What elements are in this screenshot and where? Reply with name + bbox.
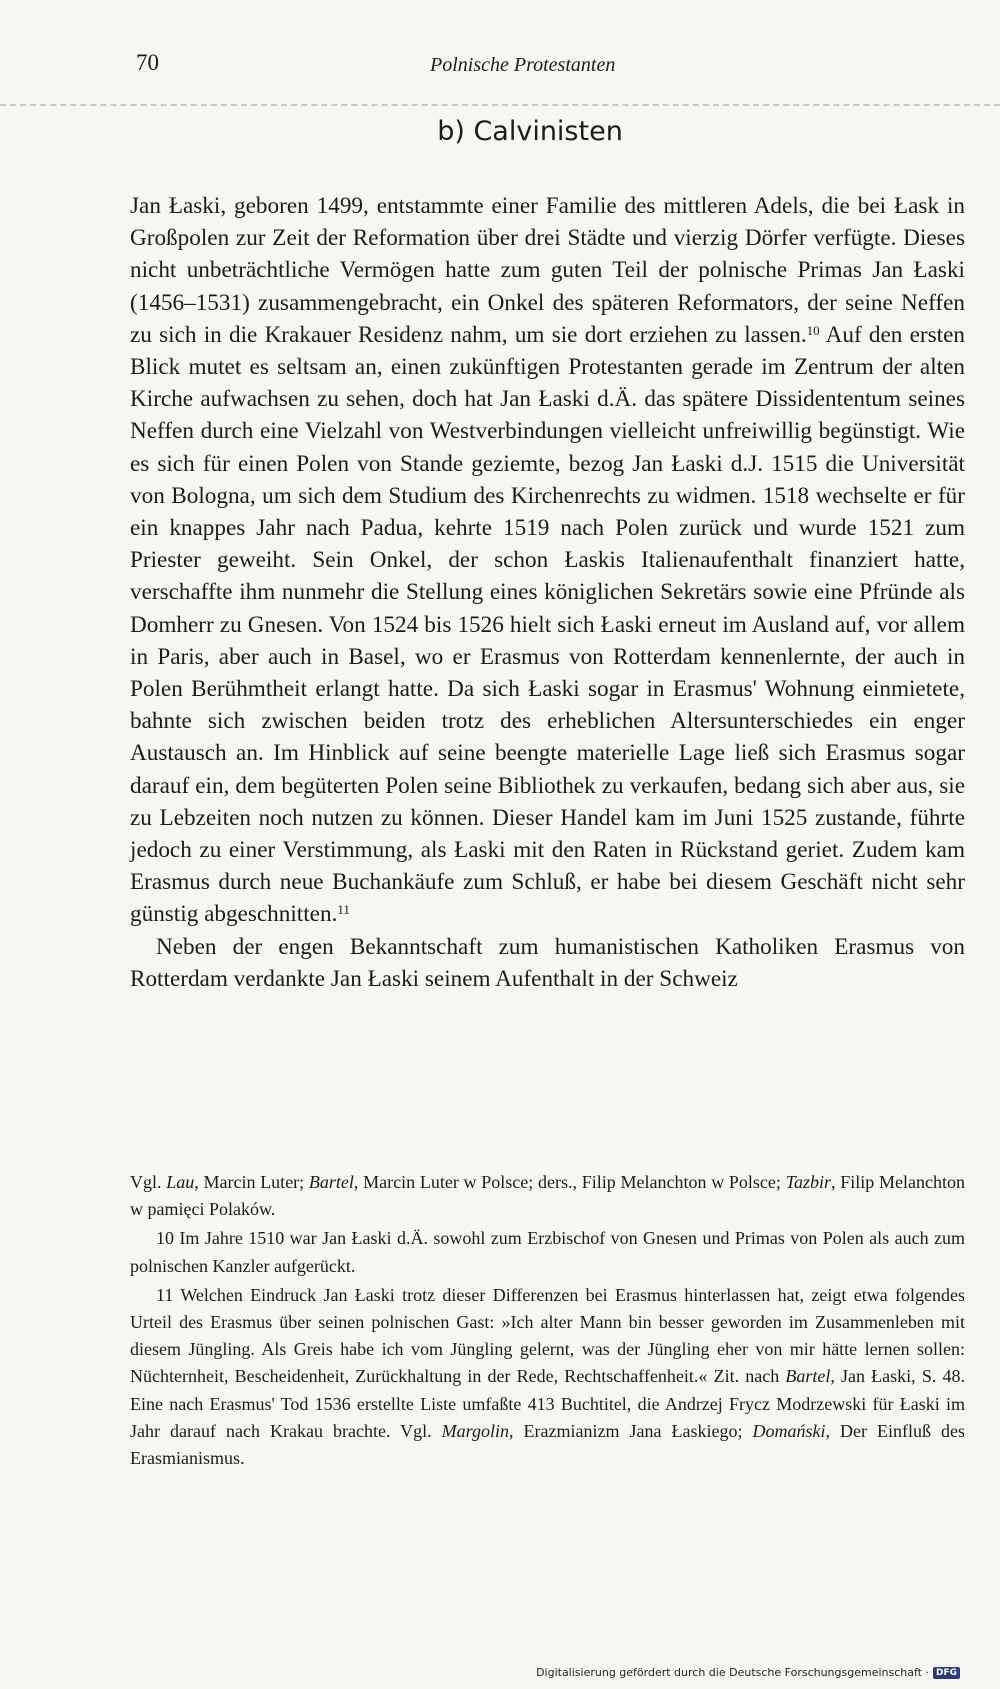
running-title: Polnische Protestanten <box>430 54 616 76</box>
credit-text: Digitalisierung gefördert durch die Deutsche Forschungsgemeinschaft · <box>536 1666 929 1679</box>
fn-text: , Der Einfluß des Erasmianismus. <box>130 1420 966 1469</box>
header-divider <box>0 104 1000 106</box>
paragraph-1-part-b: Auf den ersten Blick mutet es seltsam an, einen zukünftigen Protestanten gerade im Zentrum der alten Kirche aufwachsen zu sehen, doch hat Jan Łaski d.Ä. das spätere Dissidententum seines Neffen durch eine Vielzahl von Westverbindungen vielleicht unfreiwillig begünstigt. Wie es sich für einen Polen von Stande geziemte, bezog Jan Łaski d.J. 1515 die Universität von Bologna, um sich dem Studium des Kirchenrechts zu widmen. 1518 wechselte er für ein knappes Jahr nach Padua, kehrte 1519 nach Polen zurück und wurde 1521 zum Priester geweiht. Sein Onkel, der schon Łaskis Italienaufenthalt finanziert hatte, verschaffte ihm nunmehr die Stellung eines königlichen Sekretärs sowie eine Pfründe als Domherr zu Gnesen. Von 1524 bis 1526 hielt sich Łaski erneut im Ausland auf, vor allem in Paris, aber auch in Basel, wo er Erasmus von Rotterdam kennenlernte, der auch in Polen Berühmtheit erlangt hatte. Da sich Łaski sogar in Erasmus' Wohnung einmietete, bahnte sich zwischen beiden trotz des erheblichen Altersunterschiedes ein enger Austausch an. Im Hinblick auf seine beengte materielle Lage ließ sich Erasmus sogar darauf ein, dem begüterten Polen seine Bibliothek zu verkaufen, bedang sich aber aus, sie zu Lebzeiten noch nutzen zu können. Dieser Handel kam im Juni 1525 zustande, führte jedoch zu einer Verstimmung, als Łaski mit den Raten in Rückstand geriet. Zudem kam Erasmus durch neue Buchankäufe zum Schluß, er habe bei diesem Geschäft nicht sehr günstig abgeschnitten. <box>130 321 966 928</box>
main-text <box>130 190 965 995</box>
author-name: Lau <box>166 1172 195 1192</box>
author-name: Tazbir <box>785 1172 832 1192</box>
footnote-ref-10: 10 <box>806 322 820 338</box>
footnote-10: 10 Im Jahre 1510 war Jan Łaski d.Ä. sowohl zum Erzbischof von Gnesen und Primas von Polen als auch zum polnischen Kanzler aufgerückt. <box>130 1228 965 1276</box>
fn-text: , Erazmianizm Jana Łaskiego; <box>509 1420 753 1441</box>
author-name: Margolin <box>441 1420 509 1441</box>
running-head <box>130 48 930 88</box>
fn-text: Vgl. <box>130 1172 167 1192</box>
section-heading: b) Calvinisten <box>437 116 623 147</box>
paragraph-2: Neben der engen Bekanntschaft zum humanistischen Katholiken Erasmus von Rotterdam verdankte Jan Łaski seinem Aufenthalt in der Schweiz <box>130 933 965 992</box>
digitization-credit <box>536 1666 960 1679</box>
footnote-11 <box>130 1282 965 1472</box>
footnote-continuation <box>130 1169 965 1223</box>
author-name: Bartel <box>785 1366 831 1387</box>
fn-text: , Filip Melanchton w pamięci Polaków. <box>130 1172 965 1220</box>
footnotes <box>130 1169 965 1474</box>
dfg-logo: DFG <box>933 1667 960 1679</box>
paragraph-1 <box>130 190 965 931</box>
author-name: Bartel <box>308 1172 354 1192</box>
page-number: 70 <box>136 50 159 75</box>
paragraph-1-part-a: Jan Łaski, geboren 1499, entstammte einer Familie des mittleren Adels, die bei Łask in Großpolen zur Zeit der Reformation über drei Städte und vierzig Dörfer verfügte. Dieses nicht unbeträchtliche Vermögen hatte zum guten Teil der polnische Primas Jan Łaski (1456–1531) zusammengebracht, ein Onkel des späteren Reformators, der seine Neffen zu sich in die Krakauer Residenz nahm, um sie dort erziehen zu lassen. <box>130 193 965 348</box>
fn-text: , Jan Łaski, S. 48. Eine nach Erasmus' Tod 1536 erstellte Liste umfaßte 413 Buchtitel, die Andrzej Frycz Modrzewski für Łaski im Jahr darauf nach Krakau brachte. Vgl. <box>130 1366 966 1441</box>
fn-text: , Marcin Luter; <box>194 1172 309 1192</box>
author-name: Domański <box>752 1420 826 1441</box>
fn-text: , Marcin Luter w Polsce; ders., Filip Melanchton w Polsce; <box>353 1172 786 1192</box>
fn-text: 11 Welchen Eindruck Jan Łaski trotz dieser Differenzen bei Erasmus hinterlassen hat, zeigt etwa folgendes Urteil des Erasmus über seinen polnischen Gast: »Ich alter Mann bin besser geworden im Zusammenleben mit diesem Jüngling. Als Greis habe ich vom Jüngling gelernt, was der Jüngling eher von mir hätte lernen sollen: Nüchternheit, Bescheidenheit, Zurückhaltung in der Rede, Rechtschaffenheit.« Zit. nach <box>130 1284 965 1387</box>
footnote-ref-11: 11 <box>337 902 350 918</box>
